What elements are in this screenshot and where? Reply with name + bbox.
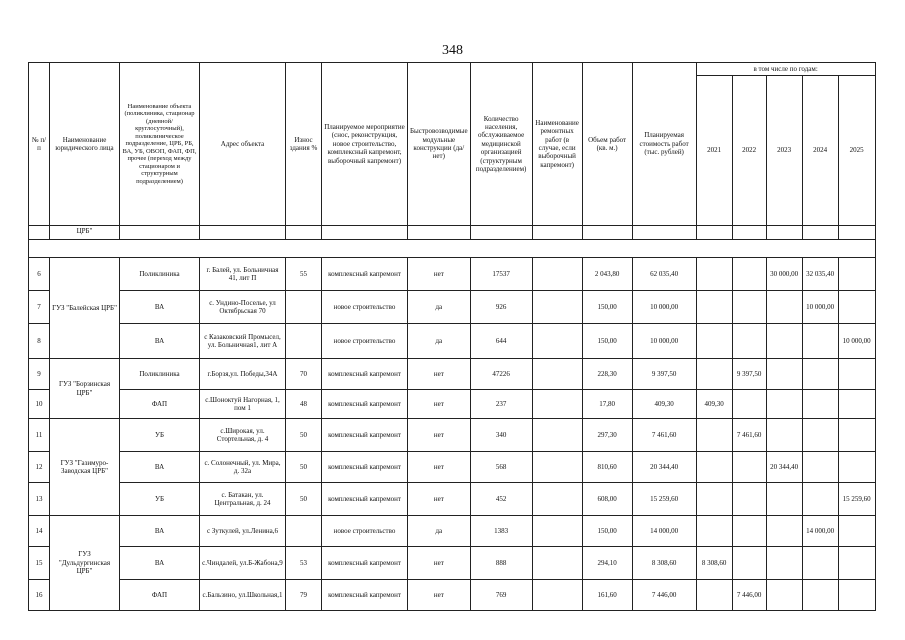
year-2021-amount <box>696 516 732 547</box>
work-volume: 228,30 <box>582 359 632 390</box>
row-number: 12 <box>29 452 50 483</box>
population: 1383 <box>470 516 532 547</box>
table-row <box>29 390 876 419</box>
work-volume: 150,00 <box>582 291 632 324</box>
row-number: 16 <box>29 580 50 611</box>
modular-flag: нет <box>408 547 471 580</box>
work-volume: 17,80 <box>582 390 632 419</box>
object-type: ФАП <box>120 580 200 611</box>
year-2023-amount <box>766 359 802 390</box>
object-type: ВА <box>120 452 200 483</box>
planned-cost: 409,30 <box>632 390 696 419</box>
year-2021-amount <box>696 419 732 452</box>
year-2022-amount <box>732 390 766 419</box>
planned-measure: новое строительство <box>322 291 408 324</box>
year-2025-amount: 15 259,60 <box>838 483 875 516</box>
table-row <box>29 452 876 483</box>
object-address: с. Батакан, ул. Центральная, д. 24 <box>200 483 286 516</box>
header-wear: Износ здания % <box>286 63 322 226</box>
header-object-name: Наименование объекта (поликлиника, стационар (дневной/круглосуточный), поликлиническое подразделение, ЦРБ, РБ, ВА, УБ, ОВОП, ФАП, ФП, прочее (переход между стационаром и структурным подразделением) <box>120 63 200 226</box>
year-2021-amount <box>696 258 732 291</box>
year-2022-amount <box>732 547 766 580</box>
table-row <box>29 547 876 580</box>
repair-names <box>532 324 582 359</box>
year-2021-amount <box>696 291 732 324</box>
modular-flag: нет <box>408 359 471 390</box>
row-number: 7 <box>29 291 50 324</box>
object-address: с.Чиндалей, ул.Б-Жабона,9 <box>200 547 286 580</box>
row-number: 8 <box>29 324 50 359</box>
work-volume: 294,10 <box>582 547 632 580</box>
header-cost: Планируемая стоимость работ (тыс. рублей) <box>632 63 696 226</box>
year-2022-amount <box>732 516 766 547</box>
planned-cost: 62 035,40 <box>632 258 696 291</box>
planned-measure: комплексный капремонт <box>322 419 408 452</box>
wear-percent <box>286 291 322 324</box>
year-2025-amount <box>838 516 875 547</box>
object-address: с. Солонечный, ул. Мира, д. 32а <box>200 452 286 483</box>
repair-names <box>532 359 582 390</box>
repair-names <box>532 291 582 324</box>
planned-cost: 7 446,00 <box>632 580 696 611</box>
population: 17537 <box>470 258 532 291</box>
planned-cost: 8 308,60 <box>632 547 696 580</box>
year-2025-amount <box>838 547 875 580</box>
year-2024-amount <box>802 390 838 419</box>
year-2021-amount <box>696 580 732 611</box>
modular-flag: нет <box>408 580 471 611</box>
year-2023-amount: 30 000,00 <box>766 258 802 291</box>
header-legal-name: Наименование юридического лица <box>50 63 120 226</box>
header-num: № п/ п <box>29 63 50 226</box>
population: 568 <box>470 452 532 483</box>
header-address: Адрес объекта <box>200 63 286 226</box>
year-2025-amount <box>838 419 875 452</box>
modular-flag: нет <box>408 452 471 483</box>
repair-names <box>532 258 582 291</box>
year-2023-amount <box>766 547 802 580</box>
population: 888 <box>470 547 532 580</box>
work-volume: 2 043,80 <box>582 258 632 291</box>
planned-measure: комплексный капремонт <box>322 390 408 419</box>
year-2025-amount: 10 000,00 <box>838 324 875 359</box>
header-repair-names: Наименование ремонтных работ (в случае, если выборочный капремонт) <box>532 63 582 226</box>
planned-measure: комплексный капремонт <box>322 580 408 611</box>
table-row <box>29 419 876 452</box>
row-number: 9 <box>29 359 50 390</box>
table-row <box>29 324 876 359</box>
table-row <box>29 580 876 611</box>
header-year: 2024 <box>802 76 838 226</box>
wear-percent: 50 <box>286 419 322 452</box>
modular-flag: нет <box>408 419 471 452</box>
object-type: ВА <box>120 547 200 580</box>
year-2023-amount <box>766 419 802 452</box>
object-type: ВА <box>120 291 200 324</box>
wear-percent: 79 <box>286 580 322 611</box>
modular-flag: да <box>408 291 471 324</box>
year-2025-amount <box>838 291 875 324</box>
legal-entity-name: ГУЗ "Дульдургинская ЦРБ" <box>50 516 120 611</box>
year-2022-amount: 7 446,00 <box>732 580 766 611</box>
header-modular: Быстровозводимые модульные конструкции (да/нет) <box>408 63 471 226</box>
year-2021-amount <box>696 483 732 516</box>
year-2023-amount <box>766 291 802 324</box>
wear-percent: 55 <box>286 258 322 291</box>
planned-measure: комплексный капремонт <box>322 547 408 580</box>
table-row <box>29 258 876 291</box>
modular-flag: нет <box>408 483 471 516</box>
row-number: 10 <box>29 390 50 419</box>
work-volume: 161,60 <box>582 580 632 611</box>
header-year: 2021 <box>696 76 732 226</box>
object-type: Поликлиника <box>120 258 200 291</box>
wear-percent <box>286 324 322 359</box>
population: 237 <box>470 390 532 419</box>
repair-names <box>532 452 582 483</box>
object-address: с Казаковский Промысел, ул. Больничная1, лит А <box>200 324 286 359</box>
planned-cost: 9 397,50 <box>632 359 696 390</box>
object-address: г. Балей, ул. Больничная 41, лит П <box>200 258 286 291</box>
repair-names <box>532 483 582 516</box>
header-years-group: в том числе по годам: <box>696 63 875 76</box>
year-2024-amount: 32 035,40 <box>802 258 838 291</box>
year-2022-amount <box>732 324 766 359</box>
year-2022-amount <box>732 452 766 483</box>
register-table <box>28 62 876 611</box>
repair-names <box>532 580 582 611</box>
year-2023-amount <box>766 483 802 516</box>
object-type: УБ <box>120 419 200 452</box>
planned-measure: комплексный капремонт <box>322 258 408 291</box>
year-2024-amount <box>802 580 838 611</box>
year-2022-amount: 7 461,60 <box>732 419 766 452</box>
year-2023-amount <box>766 324 802 359</box>
year-2021-amount <box>696 452 732 483</box>
modular-flag: да <box>408 516 471 547</box>
planned-measure: комплексный капремонт <box>322 359 408 390</box>
object-address: с.Бальзино, ул.Школьная,1 <box>200 580 286 611</box>
population: 769 <box>470 580 532 611</box>
year-2023-amount: 20 344,40 <box>766 452 802 483</box>
legal-entity-name: ГУЗ "Борзинская ЦРБ" <box>50 359 120 419</box>
year-2024-amount <box>802 419 838 452</box>
planned-measure: новое строительство <box>322 516 408 547</box>
year-2021-amount <box>696 324 732 359</box>
modular-flag: нет <box>408 390 471 419</box>
table-row <box>29 516 876 547</box>
year-2024-amount: 10 000,00 <box>802 291 838 324</box>
year-2025-amount <box>838 359 875 390</box>
planned-cost: 20 344,40 <box>632 452 696 483</box>
year-2025-amount <box>838 452 875 483</box>
planned-cost: 10 000,00 <box>632 324 696 359</box>
planned-measure: комплексный капремонт <box>322 483 408 516</box>
work-volume: 297,30 <box>582 419 632 452</box>
wear-percent: 50 <box>286 483 322 516</box>
row-number: 15 <box>29 547 50 580</box>
wear-percent: 50 <box>286 452 322 483</box>
year-2022-amount <box>732 258 766 291</box>
page-number: 348 <box>442 43 463 58</box>
year-2025-amount <box>838 258 875 291</box>
repair-names <box>532 516 582 547</box>
work-volume: 810,60 <box>582 452 632 483</box>
modular-flag: да <box>408 324 471 359</box>
row-number: 6 <box>29 258 50 291</box>
object-address: с.Шоноктуй Нагорная, 1, пом 1 <box>200 390 286 419</box>
object-address: с Зуткулей, ул.Ленина,6 <box>200 516 286 547</box>
planned-cost: 7 461,60 <box>632 419 696 452</box>
object-address: с. Ундино-Поселье, ул Октябрьская 70 <box>200 291 286 324</box>
year-2021-amount: 409,30 <box>696 390 732 419</box>
modular-flag: нет <box>408 258 471 291</box>
header-volume: Объем работ (кв. м.) <box>582 63 632 226</box>
year-2024-amount <box>802 324 838 359</box>
header-measure: Планируемое мероприятие (снос, реконструкция, новое строительство, комплексный капремонт, выборочный капремонт) <box>322 63 408 226</box>
population: 340 <box>470 419 532 452</box>
row-number: 11 <box>29 419 50 452</box>
population: 926 <box>470 291 532 324</box>
object-type: ВА <box>120 516 200 547</box>
year-2024-amount: 14 000,00 <box>802 516 838 547</box>
year-2022-amount <box>732 483 766 516</box>
year-2021-amount: 8 308,60 <box>696 547 732 580</box>
planned-measure: комплексный капремонт <box>322 452 408 483</box>
row-number: 14 <box>29 516 50 547</box>
planned-cost: 15 259,60 <box>632 483 696 516</box>
legal-entity-name: ГУЗ "Газимуро-Заводская ЦРБ" <box>50 419 120 516</box>
year-2023-amount <box>766 516 802 547</box>
year-2024-amount <box>802 359 838 390</box>
header-year: 2022 <box>732 76 766 226</box>
object-type: ФАП <box>120 390 200 419</box>
year-2024-amount <box>802 452 838 483</box>
header-year: 2025 <box>838 76 875 226</box>
repair-names <box>532 419 582 452</box>
planned-measure: новое строительство <box>322 324 408 359</box>
year-2025-amount <box>838 390 875 419</box>
year-2024-amount <box>802 483 838 516</box>
work-volume: 150,00 <box>582 516 632 547</box>
wear-percent: 48 <box>286 390 322 419</box>
table-row <box>29 359 876 390</box>
wear-percent: 70 <box>286 359 322 390</box>
year-2025-amount <box>838 580 875 611</box>
object-address: г.Борзя,ул. Победы,34А <box>200 359 286 390</box>
planned-cost: 14 000,00 <box>632 516 696 547</box>
work-volume: 608,00 <box>582 483 632 516</box>
population: 644 <box>470 324 532 359</box>
year-2024-amount <box>802 547 838 580</box>
object-type: Поликлиника <box>120 359 200 390</box>
continuation-row <box>29 226 876 240</box>
header-population: Количество населения, обслуживаемое медицинской организацией (структурным подразделением) <box>470 63 532 226</box>
planned-cost: 10 000,00 <box>632 291 696 324</box>
year-2021-amount <box>696 359 732 390</box>
wear-percent: 53 <box>286 547 322 580</box>
repair-names <box>532 547 582 580</box>
wear-percent <box>286 516 322 547</box>
object-address: с.Широкая, ул. Стортельная, д. 4 <box>200 419 286 452</box>
object-type: ВА <box>120 324 200 359</box>
repair-names <box>532 390 582 419</box>
year-2023-amount <box>766 390 802 419</box>
header-year: 2023 <box>766 76 802 226</box>
legal-entity-name: ГУЗ "Балейская ЦРБ" <box>50 258 120 359</box>
year-2022-amount <box>732 291 766 324</box>
object-type: УБ <box>120 483 200 516</box>
year-2022-amount: 9 397,50 <box>732 359 766 390</box>
spacer-row <box>29 240 876 258</box>
work-volume: 150,00 <box>582 324 632 359</box>
table-row <box>29 291 876 324</box>
population: 47226 <box>470 359 532 390</box>
population: 452 <box>470 483 532 516</box>
year-2023-amount <box>766 580 802 611</box>
row-number: 13 <box>29 483 50 516</box>
continuation-legal-name: ЦРБ" <box>50 226 120 240</box>
table-row <box>29 483 876 516</box>
